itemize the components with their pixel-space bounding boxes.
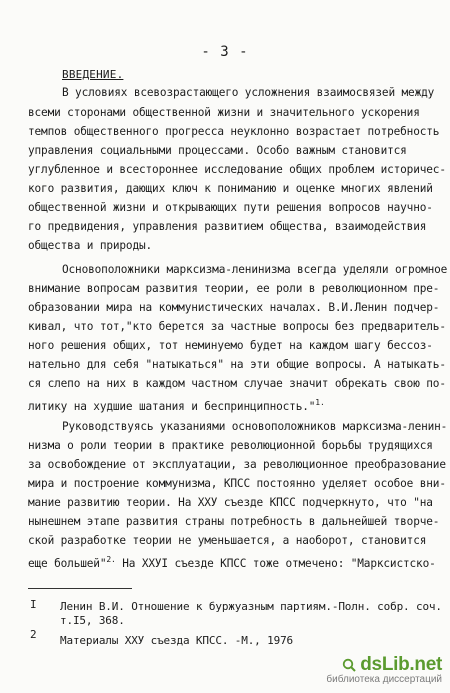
text-line: В условиях всевозрастающего усложнения взаимосвязей между xyxy=(62,86,435,99)
text-line xyxy=(28,396,325,414)
text-line: мание развитию теории. На ХХУ съезде КПСС подчеркнуто, что "на xyxy=(28,496,433,509)
text-line: управления социальными процессами. Особо важным становится xyxy=(28,144,407,157)
text-line: ской разработке теории не уменьшается, а наоборот, становится xyxy=(28,534,427,547)
text-line: образовании мира на коммунистических началах. В.И.Ленин подчер- xyxy=(28,301,440,314)
text-line-body: литику на худшие шатания и беспринципность." xyxy=(28,400,316,413)
text-line: углубленное и всестороннее исследование общих проблем историчес- xyxy=(28,163,446,176)
text-line: ся слепо на них в каждом частном случае значит обрекать свою по- xyxy=(28,377,446,390)
footnote-line: Материалы ХХУ съезда КПСС. -М., 1976 xyxy=(60,634,294,647)
text-line: внимание вопросам развития теории, ее роли в революционном пре- xyxy=(28,282,440,295)
text-line: темпов общественного прогресса неуклонно возрастает потребность xyxy=(28,125,440,138)
text-line: мира и построение коммунизма, КПСС постоянно уделяет особое вни- xyxy=(28,477,446,490)
text-line: за освобождение от эксплуатации, за революционное преобразование xyxy=(28,458,446,471)
text-line: всеми сторонами общественной жизни и значительного ускорения xyxy=(28,106,420,119)
magnifier-icon xyxy=(342,658,356,672)
text-line: ного решения общих, тот неминуемо будет на каждом шагу бессоз- xyxy=(28,339,433,352)
watermark xyxy=(326,654,442,685)
text-line: общественной жизни и открывающих пути решения вопросов научно- xyxy=(28,201,433,214)
text-line xyxy=(28,553,436,571)
watermark-caption: библиотека диссертаций xyxy=(326,674,442,685)
watermark-brand: dsLib.net xyxy=(360,654,442,675)
section-heading: ВВЕДЕНИЕ. xyxy=(62,68,124,81)
text-line: нынешнем этапе развития страны потребность в дальнейшей творче- xyxy=(28,515,440,528)
text-line: Основоположники марксизма-ленинизма всегда уделяли огромное xyxy=(62,263,448,276)
page-number: - 3 - xyxy=(201,44,249,60)
text-line: низма о роли теории в практике революционной борьбы трудящихся xyxy=(28,439,433,452)
footnote-line: т.I5, 368. xyxy=(60,614,125,627)
text-line-tail: На ХХУI съезде КПСС тоже отмечено: "Марксистско- xyxy=(115,557,436,570)
footnote-ref-1: 1. xyxy=(315,398,325,407)
footnote-line: Ленин В.И. Отношение к буржуазным партиям.-Полн. собр. соч. xyxy=(60,600,442,613)
text-line: Руководствуясь указаниями основоположников марксизма-ленин- xyxy=(62,420,448,433)
text-line: общества и природы. xyxy=(28,239,153,252)
text-line: го предвидения, управления развитием общества, взаимодействия xyxy=(28,220,427,233)
footnote-mark: I xyxy=(30,598,37,611)
footnote-divider xyxy=(28,588,132,589)
watermark-logo xyxy=(326,654,442,676)
text-line: кивал, что тот,"кто берется за частные вопросы без предваритель- xyxy=(28,320,446,333)
footnote-ref-2: 2. xyxy=(106,555,116,564)
text-line: кого развития, дающих ключ к пониманию и оценке многих явлений xyxy=(28,182,433,195)
text-line-body: еще большей" xyxy=(28,557,107,570)
text-line: нательно для себя "натыкаться" на эти общие вопросы. А натыкать- xyxy=(28,358,446,371)
footnote-mark: 2 xyxy=(30,628,37,641)
